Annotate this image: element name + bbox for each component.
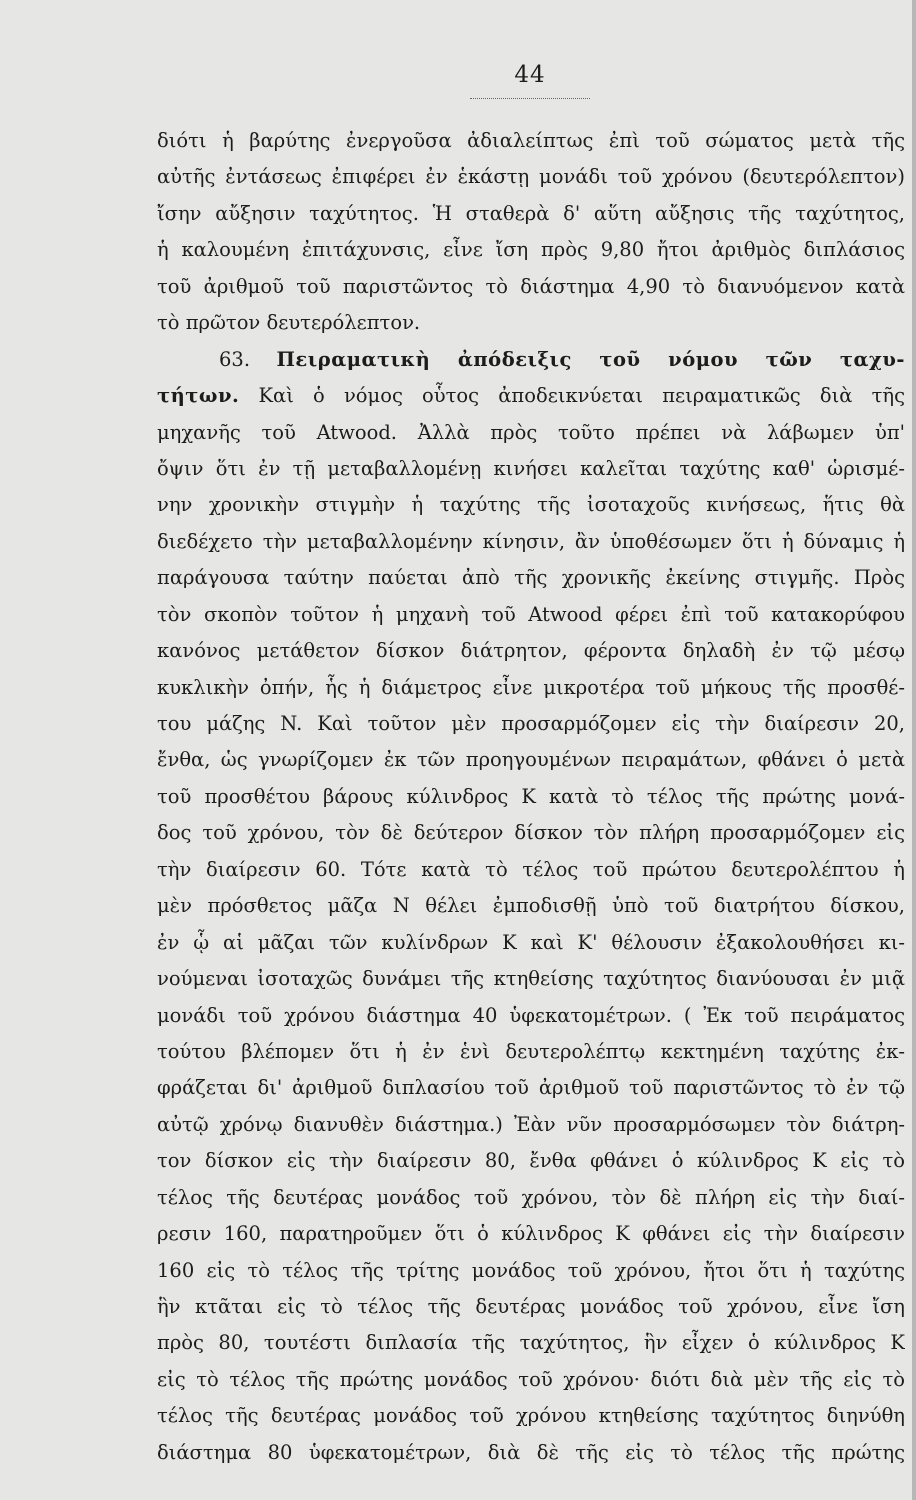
text-line: ἴσην αὔξησιν ταχύτητος. Ἡ σταθερὰ δ' αὕτη αὔξησις τῆς ταχύτητος, <box>157 201 905 225</box>
text-line: τὴν διαίρεσιν 60. Τότε κατὰ τὸ τέλος τοῦ πρώτου δευτερολέπτου ἡ <box>157 857 905 881</box>
text-line: 160 εἰς τὸ τέλος τῆς τρίτης μονάδος τοῦ χρόνου, ἤτοι ὅτι ἡ ταχύτης <box>157 1258 905 1282</box>
text-line: παράγουσα ταύτην παύεται ἀπὸ τῆς χρονικῆς ἐκείνης στιγμῆς. Πρὸς <box>157 566 905 590</box>
text-line: νην χρονικὴν στιγμὴν ἡ ταχύτης τῆς ἰσοταχοῦς κινήσεως, ἥτις θὰ <box>157 493 905 517</box>
text-line: ἣν κτᾶται εἰς τὸ τέλος τῆς δευτέρας μονάδος τοῦ χρόνου, εἶνε ἴση <box>157 1295 905 1318</box>
text-line: ὄψιν ὅτι ἐν τῇ μεταβαλλομένῃ κινήσει καλεῖται ταχύτης καθ' ὡρισμέ- <box>157 456 905 480</box>
text-line: ἡ καλουμένη ἐπιτάχυνσις, εἶνε ἴση πρὸς 9,80 ἤτοι ἀριθμὸς διπλάσιος <box>157 238 905 262</box>
text-line <box>157 378 905 414</box>
page-edge-shadow <box>912 0 916 1500</box>
page-number: 44 <box>514 62 546 88</box>
text-line: κυκλικὴν ὀπήν, ἧς ἡ διάμετρος εἶνε μικροτέρα τοῦ μήκους τῆς προσθέ- <box>157 675 905 699</box>
text-line: μὲν πρόσθετος μᾶζα N θέλει ἐμποδισθῇ ὑπὸ τοῦ διατρήτου δίσκου, <box>157 894 905 918</box>
text-line: τὸ πρῶτον δευτερόλεπτον. <box>157 311 421 335</box>
body-text <box>157 123 905 1471</box>
text-line: μονάδι τοῦ χρόνου διάστημα 40 ὑφεκατομέτρων. ( Ἐκ τοῦ πειράματος <box>157 1003 905 1027</box>
header-rule <box>470 98 590 99</box>
text-line: πρὸς 80, τουτέστι διπλασία τῆς ταχύτητος, ἣν εἶχεν ὁ κύλινδρος K <box>157 1331 905 1355</box>
section-title-continued: τήτων. <box>157 384 240 408</box>
text-line: τούτου βλέπομεν ὅτι ἡ ἐν ἑνὶ δευτερολέπτῳ κεκτημένη ταχύτης ἐκ- <box>157 1039 905 1063</box>
text-line: διεδέχετο τὴν μεταβαλλομένην κίνησιν, ἂν ὑποθέσωμεν ὅτι ἡ δύναμις ἡ <box>157 529 905 553</box>
section-number: 63. <box>219 347 251 371</box>
section-first-line-text: Καὶ ὁ νόμος οὗτος ἀποδεικνύεται πειραματικῶς διὰ τῆς <box>258 384 905 408</box>
text-line: νούμεναι ἰσοταχῶς δυνάμει τῆς κτηθείσης ταχύτητος διανύουσαι ἐν μιᾷ <box>157 967 905 991</box>
text-line: ρεσιν 160, παρατηροῦμεν ὅτι ὁ κύλινδρος K φθάνει εἰς τὴν διαίρεσιν <box>157 1222 905 1246</box>
text-line: διάστημα 80 ὑφεκατομέτρων, διὰ δὲ τῆς εἰς τὸ τέλος τῆς πρώτης <box>157 1440 905 1464</box>
text-line: αὐτῆς ἐντάσεως ἐπιφέρει ἐν ἑκάστῃ μονάδι τοῦ χρόνου (δευτερόλεπτον) <box>157 165 905 189</box>
text-line: τέλος τῆς δευτέρας μονάδος τοῦ χρόνου, τὸν δὲ πλήρη εἰς τὴν διαί- <box>157 1185 905 1209</box>
text-line: τὸν σκοπὸν τοῦτον ἡ μηχανὴ τοῦ Atwood φέρει ἐπὶ τοῦ κατακορύφου <box>157 602 905 626</box>
text-line: αὐτῷ χρόνῳ διανυθὲν διάστημα.) Ἐὰν νῦν προσαρμόσωμεν τὸν διάτρη- <box>157 1112 905 1136</box>
text-line: ἔνθα, ὡς γνωρίζομεν ἐκ τῶν προηγουμένων πειραμάτων, φθάνει ὁ μετὰ <box>157 748 905 772</box>
text-line: φράζεται δι' ἀριθμοῦ διπλασίου τοῦ ἀριθμοῦ τοῦ παριστῶντος τὸ ἐν τῷ <box>157 1076 905 1100</box>
text-line: του μάζης N. Καὶ τοῦτον μὲν προσαρμόζομεν εἰς τὴν διαίρεσιν 20, <box>157 712 905 735</box>
text-line: τέλος τῆς δευτέρας μονάδος τοῦ χρόνου κτηθείσης ταχύτητος διηνύθη <box>157 1404 905 1428</box>
text-line: μηχανῆς τοῦ Atwood. Ἀλλὰ πρὸς τοῦτο πρέπει νὰ λάβωμεν ὑπ' <box>157 420 905 444</box>
section-title: Πειραματικὴ ἀπόδειξις τοῦ νόμου τῶν ταχυ- <box>276 347 905 371</box>
text-line: εἰς τὸ τέλος τῆς πρώτης μονάδος τοῦ χρόνου· διότι διὰ μὲν τῆς εἰς τὸ <box>157 1367 905 1391</box>
text-line: τοῦ ἀριθμοῦ τοῦ παριστῶντος τὸ διάστημα 4,90 τὸ διανυόμενον κατὰ <box>157 274 905 298</box>
text-line: τοῦ προσθέτου βάρους κύλινδρος K κατὰ τὸ τέλος τῆς πρώτης μονά- <box>157 784 905 808</box>
text-line: διότι ἡ βαρύτης ἐνεργοῦσα ἀδιαλείπτως ἐπὶ τοῦ σώματος μετὰ τῆς <box>157 129 905 152</box>
section-heading-line <box>157 342 905 378</box>
text-line: κανόνος μετάθετον δίσκον διάτρητον, φέροντα δηλαδὴ ἐν τῷ μέσῳ <box>157 639 905 663</box>
text-line: τον δίσκον εἰς τὴν διαίρεσιν 80, ἔνθα φθάνει ὁ κύλινδρος K εἰς τὸ <box>157 1149 905 1173</box>
text-line: ἐν ᾧ αἱ μᾶζαι τῶν κυλίνδρων K καὶ K' θέλουσιν ἐξακολουθήσει κι- <box>157 930 905 954</box>
text-line: δος τοῦ χρόνου, τὸν δὲ δεύτερον δίσκον τὸν πλήρη προσαρμόζομεν εἰς <box>157 821 905 845</box>
